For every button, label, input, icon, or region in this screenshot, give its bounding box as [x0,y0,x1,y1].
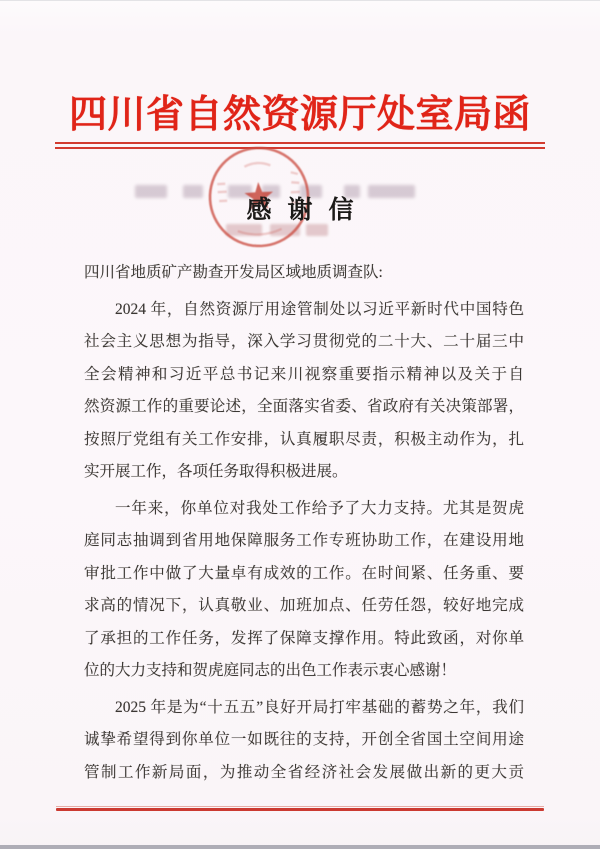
letter-title: 感谢信 [246,197,370,224]
body-line: 诚挚希望得到你单位一如既往的支持，开创全省国土空间用途 [84,731,524,748]
body-line: 一年来，你单位对我处工作给予了大力支持。尤其是贺虎 [115,499,524,517]
body-line: 按照厅党组有关工作安排，认真履职尽责，积极主动作为，扎 [84,430,524,448]
body-paragraph [84,493,524,688]
body-line: 然资源工作的重要论述，全面落实省委、省政府有关决策部署， [84,398,524,415]
body-line: 2025 年是为“十五五”良好开局打牢基础的蓄势之年，我们 [115,698,524,716]
body-line: 管制工作新局面，为推动全省经济社会发展做出新的更大贡 [84,763,524,781]
body-line: 了承担的工作任务，发挥了保障支撑作用。特此致函，对你单 [84,629,524,647]
body-line: 求高的情况下，认真敬业、加班加点、任劳任怨，较好地完成 [84,597,524,614]
salutation-line: 四川省地质矿产勘查开发局区域地质调查队: [84,264,383,281]
body-paragraph [84,294,524,489]
letterhead-title: 四川省自然资源厅处室局函 [68,94,531,136]
body-line: 2024 年，自然资源厅用途管制处以习近平新时代中国特色 [115,300,524,318]
body-line: 社会主义思想为指导，深入学习贯彻党的二十大、二十届三中 [84,333,524,350]
footer-divider [56,806,544,813]
body-line: 位的大力支持和贺虎庭同志的出色工作表示衷心感谢！ [84,662,457,679]
body-line: 审批工作中做了大量卓有成效的工作。在时间紧、任务重、要 [84,564,524,582]
body-paragraph [84,692,524,790]
body-line: 实开展工作，各项任务取得积极进展。 [84,463,348,480]
body-line: 全会精神和习近平总书记来川视察重要指示精神以及关于自 [84,365,524,383]
body-line: 庭同志抽调到省用地保障服务工作专班协助工作，在建设用地 [84,532,524,549]
letter-body [84,257,524,789]
